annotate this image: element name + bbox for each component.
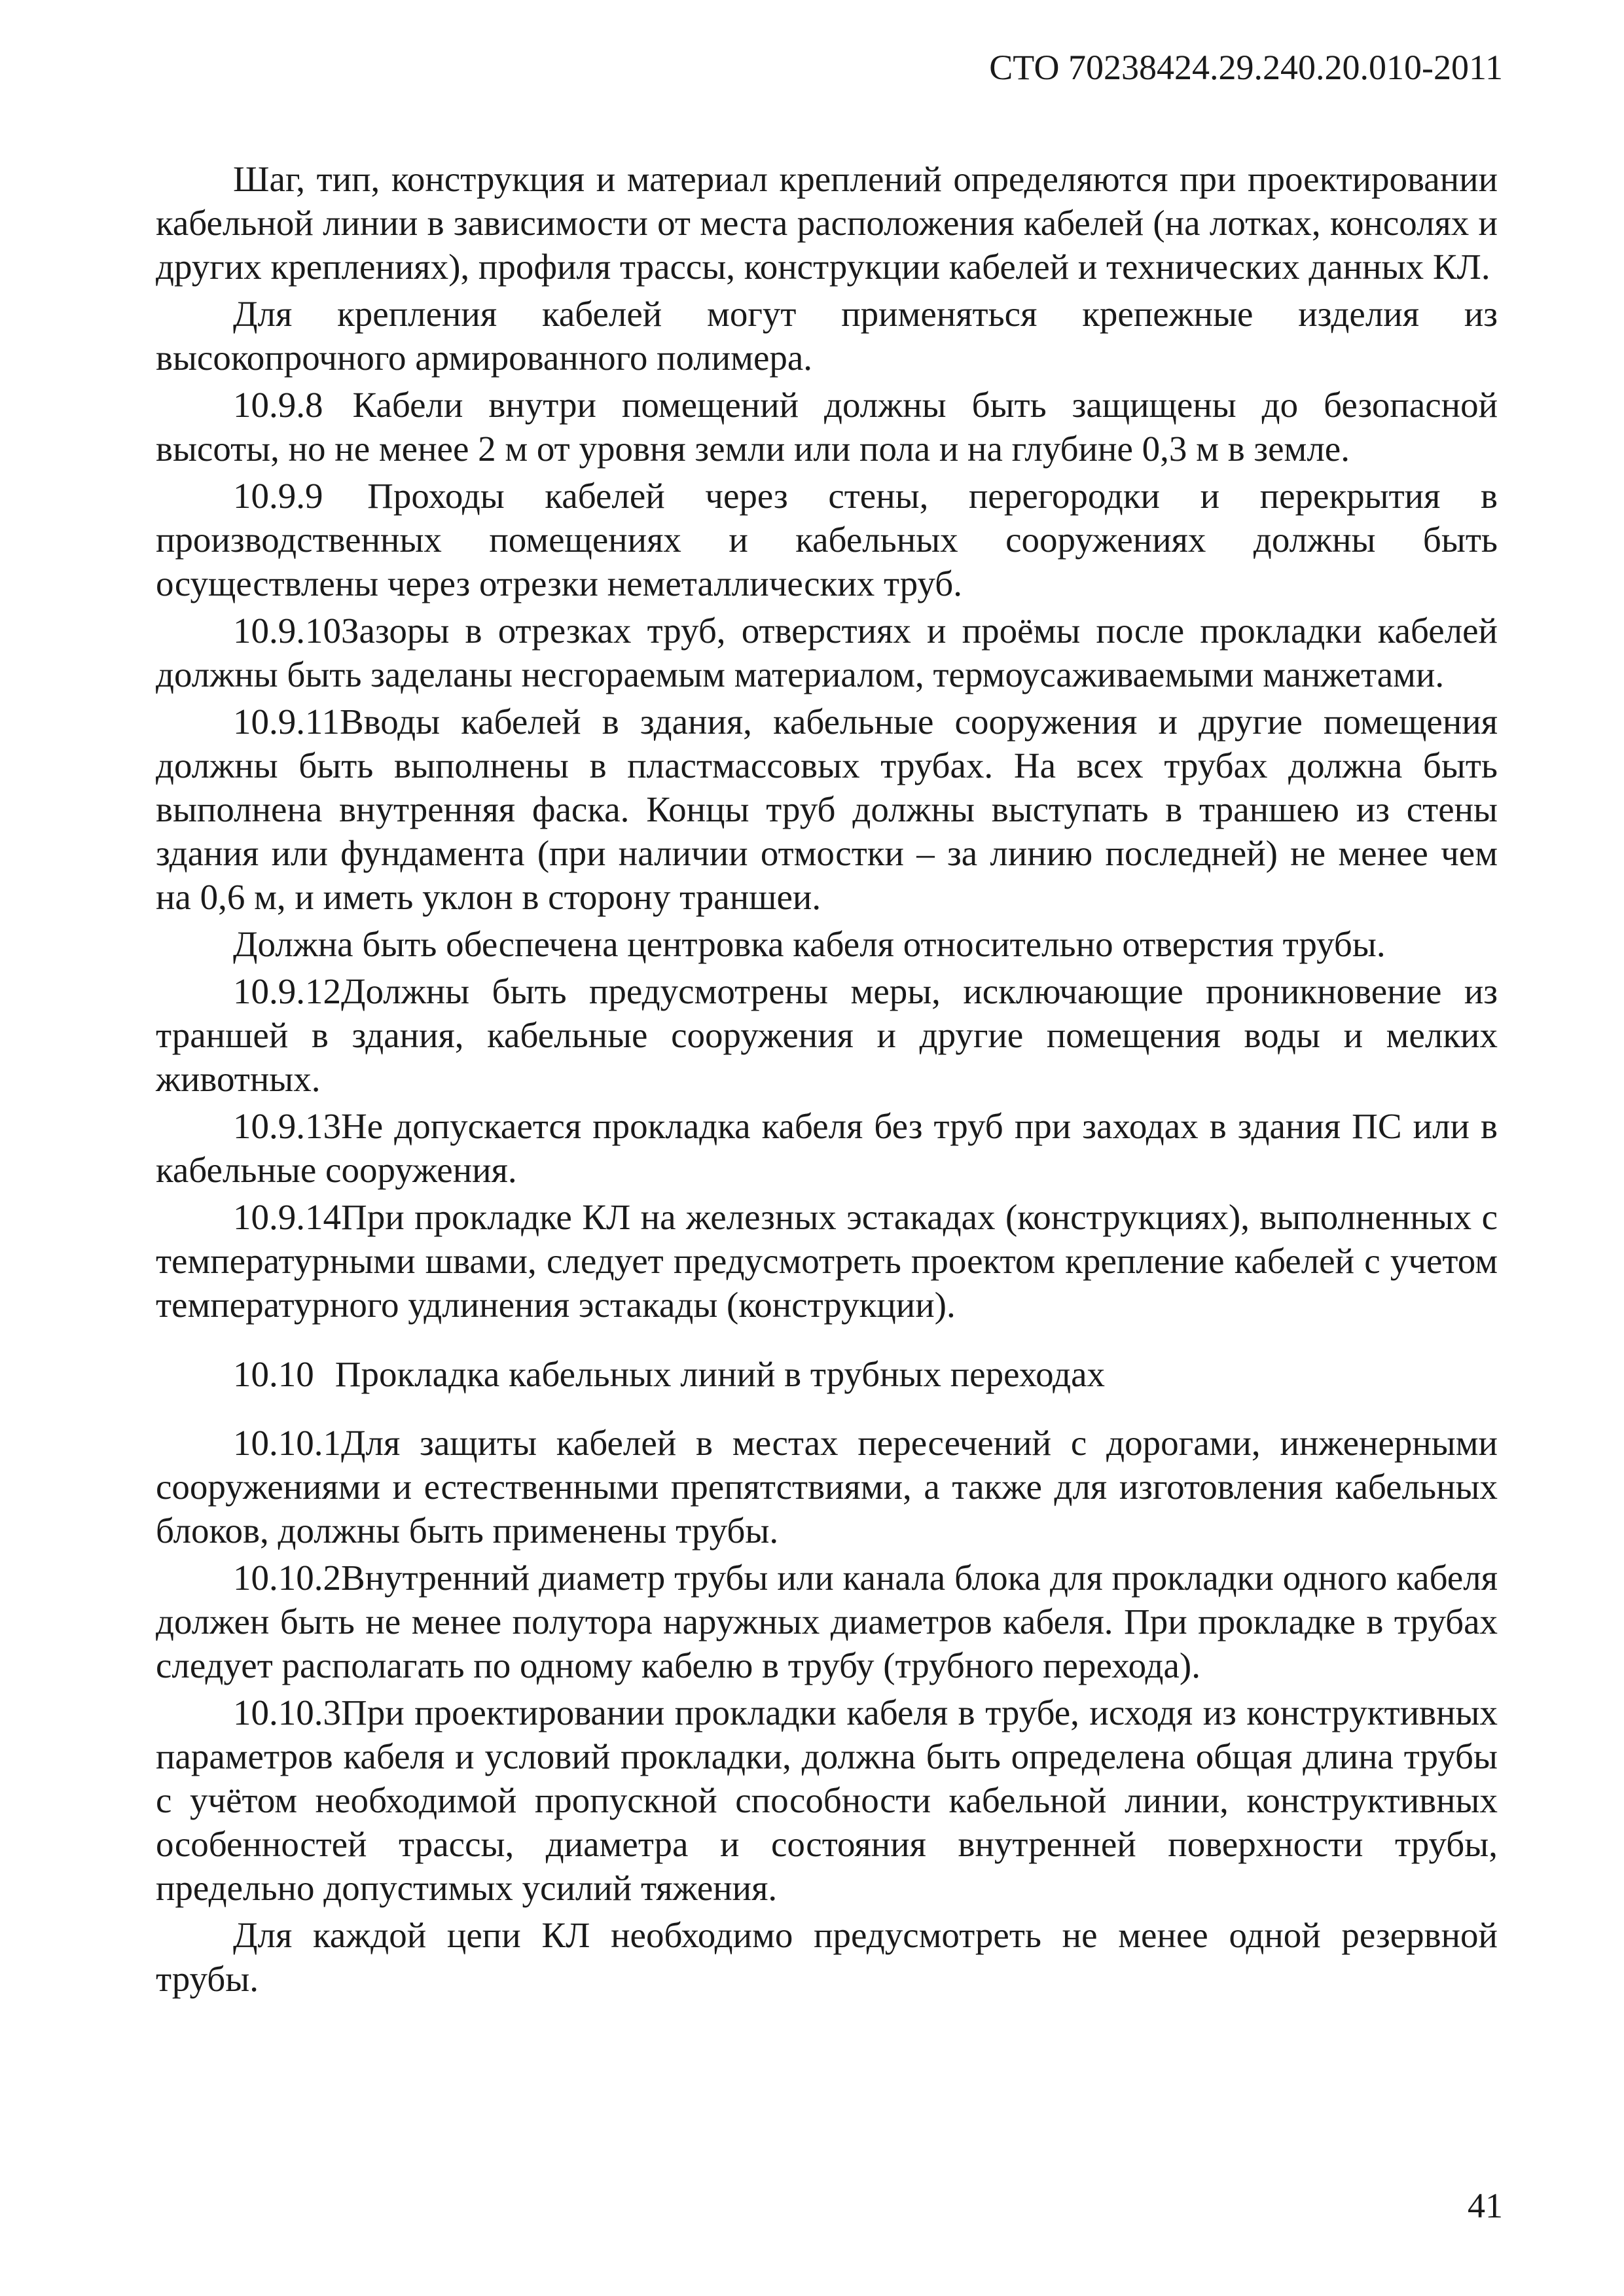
paragraph-text: Для крепления кабелей могут применяться крепежные изделия из высокопрочного армированного полимера. xyxy=(156,294,1498,378)
paragraph xyxy=(156,156,1498,291)
clause-number: 10.9.14 xyxy=(233,1197,341,1237)
clause-number: 10.9.8 xyxy=(233,385,323,425)
clause-number: 10.9.13 xyxy=(233,1106,341,1146)
paragraph-text: Внутренний диаметр трубы или канала блока для прокладки одного кабеля должен быть не менее полутора наружных диаметров кабеля. При прокладке в трубах следует располагать по одному кабелю в трубу (трубного перехода). xyxy=(156,1558,1498,1685)
page-number: 41 xyxy=(1468,2186,1503,2225)
paragraph-text: Вводы кабелей в здания, кабельные сооружения и другие помещения должны быть выполнены в пластмассовых трубах. На всех трубах должна быть выполнена внутренняя фаска. Концы труб должны выступать в траншею из стены здания или фундамента (при наличии отмостки – за линию последней) не менее чем на 0,6 м, и иметь уклон в сторону траншеи. xyxy=(156,702,1498,917)
clause-number: 10.10.3 xyxy=(233,1693,341,1732)
paragraph-text: При прокладке КЛ на железных эстакадах (конструкциях), выполненных с температурными швами, следует предусмотреть проектом крепление кабелей с учетом температурного удлинения эстакады (конструкции). xyxy=(156,1197,1498,1325)
paragraph xyxy=(156,1420,1498,1554)
paragraph xyxy=(156,473,1498,607)
paragraph xyxy=(156,1103,1498,1194)
paragraph-text: Для защиты кабелей в местах пересечений с дорогами, инженерными сооружениями и естественными препятствиями, а также для изготовления кабельных блоков, должны быть применены трубы. xyxy=(156,1423,1498,1551)
paragraph-group-2 xyxy=(156,1420,1498,2003)
clause-number: 10.9.11 xyxy=(233,702,340,742)
clause-number: 10.9.12 xyxy=(233,971,341,1011)
paragraph xyxy=(156,382,1498,473)
paragraph-text: Не допускается прокладка кабеля без труб при заходах в здания ПС или в кабельные сооружения. xyxy=(156,1106,1498,1190)
paragraph-text: Шаг, тип, конструкция и материал креплений определяются при проектировании кабельной линии в зависимости от места расположения кабелей (на лотках, консолях и других креплениях), профиля трассы, конструкции кабелей и технических данных КЛ. xyxy=(156,159,1498,287)
clause-number: 10.10.2 xyxy=(233,1558,341,1598)
paragraph xyxy=(156,607,1498,698)
paragraph xyxy=(156,1554,1498,1689)
page-content xyxy=(156,156,1498,2003)
paragraph xyxy=(156,291,1498,382)
paragraph-text: Должны быть предусмотрены меры, исключающие проникновение из траншей в здания, кабельные сооружения и другие помещения воды и мелких животных. xyxy=(156,971,1498,1099)
paragraph-text: Кабели внутри помещений должны быть защищены до безопасной высоты, но не менее 2 м от уровня земли или пола и на глубине 0,3 м в земле. xyxy=(156,385,1498,469)
clause-number: 10.9.10 xyxy=(233,611,341,651)
clause-number: 10.9.9 xyxy=(233,476,323,516)
paragraph-text: Должна быть обеспечена центровка кабеля относительно отверстия трубы. xyxy=(233,924,1386,964)
paragraph xyxy=(156,1689,1498,1912)
paragraph-text: При проектировании прокладки кабеля в трубе, исходя из конструктивных параметров кабеля и условий прокладки, должна быть определена общая длина трубы с учётом необходимой пропускной способности кабельной линии, конструктивных особенностей трассы, диаметра и состояния внутренней поверхности трубы, предельно допустимых усилий тяжения. xyxy=(156,1693,1498,1908)
paragraph xyxy=(156,698,1498,921)
paragraph xyxy=(156,1912,1498,2003)
paragraph-text: Проходы кабелей через стены, перегородки и перекрытия в производственных помещениях и кабельных сооружениях должны быть осуществлены через отрезки неметаллических труб. xyxy=(156,476,1498,603)
paragraph-text: Зазоры в отрезках труб, отверстиях и проёмы после прокладки кабелей должны быть заделаны несгораемым материалом, термоусаживаемыми манжетами. xyxy=(156,611,1498,694)
section-heading xyxy=(156,1352,1498,1396)
section-number: 10.10 xyxy=(233,1354,314,1394)
paragraph xyxy=(156,968,1498,1103)
document-code: СТО 70238424.29.240.20.010-2011 xyxy=(989,48,1503,87)
clause-number: 10.10.1 xyxy=(233,1423,341,1463)
paragraph-text: Для каждой цепи КЛ необходимо предусмотреть не менее одной резервной трубы. xyxy=(156,1915,1498,1999)
paragraph xyxy=(156,1194,1498,1329)
paragraph xyxy=(156,921,1498,968)
paragraph-group-1 xyxy=(156,156,1498,1329)
section-title: Прокладка кабельных линий в трубных переходах xyxy=(334,1354,1105,1394)
